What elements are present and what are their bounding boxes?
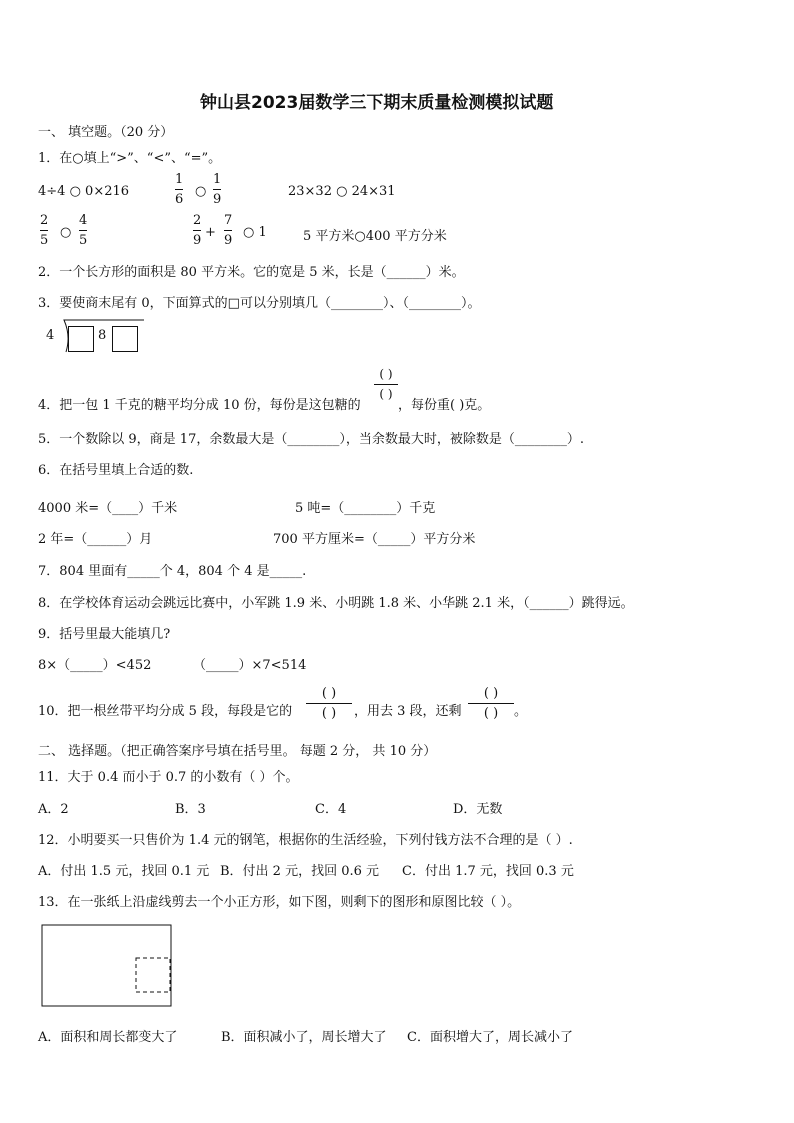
denominator: 9 (193, 233, 202, 248)
denominator: ( ) (379, 387, 393, 401)
section-2-heading: 二、 选择题。（把正确答案序号填在括号里。 每题 2 分， 共 10 分） (38, 744, 437, 759)
q10-middle: ，用去 3 段，还剩 (354, 704, 462, 719)
q1-compare-c: 23×32 ○ 24×31 (288, 184, 396, 199)
q1-b-fraction-2 (213, 172, 221, 207)
question-7: 7．804 里面有_____个 4，804 个 4 是_____. (38, 564, 307, 579)
numerator: 4 (79, 213, 88, 228)
numerator: ( ) (321, 686, 337, 701)
q3-blank-box-1[interactable] (68, 326, 94, 352)
q1-e-fraction-2 (224, 213, 232, 248)
q6-d: 700 平方厘米=（_____）平方分米 (273, 532, 476, 547)
q1-compare-a: 4÷4 ○ 0×216 (38, 184, 130, 199)
q3-long-division-figure (44, 318, 154, 356)
question-11: 11．大于 0.4 而小于 0.7 的小数有（ ）个。 (38, 770, 299, 785)
q11-option-c: C．4 (315, 802, 347, 817)
numerator: 2 (193, 213, 202, 228)
outer-rectangle (42, 925, 171, 1006)
question-4: 4．把一包 1 千克的糖平均分成 10 份，每份是这包糖的 (38, 398, 361, 413)
numerator: ( ) (379, 367, 393, 381)
question-8: 8．在学校体育运动会跳远比赛中，小军跳 1.9 米、小明跳 1.8 米、小华跳 2.1 米，（______）跳得远。 (38, 596, 634, 611)
q1-compare-f: 5 平方米○400 平方分米 (303, 229, 447, 244)
q3-blank-box-2[interactable] (112, 326, 138, 352)
q4-fraction (374, 367, 398, 402)
numerator: ( ) (483, 686, 499, 701)
q1-d-fraction-1 (40, 213, 48, 248)
numerator: 1 (213, 172, 222, 187)
question-3: 3．要使商末尾有 0，下面算式的□可以分别填几（________）、（________）。 (38, 296, 481, 311)
q9-a: 8×（_____）<452 (38, 658, 152, 673)
q13-option-b: B．面积减小了，周长增大了 (221, 1030, 387, 1045)
question-9: 9．括号里最大能填几? (38, 627, 171, 642)
q1-d-fraction-2 (79, 213, 87, 248)
q6-b: 5 吨=（________）千克 (295, 501, 436, 516)
question-5: 5．一个数除以 9，商是 17，余数最大是（________），当余数最大时，被除数是（________）. (38, 432, 584, 447)
numerator: 1 (175, 172, 184, 187)
q13-rectangle-figure (41, 924, 181, 1010)
denominator: 9 (224, 233, 233, 248)
question-10: 10．把一根丝带平均分成 5 段，每段是它的 (38, 704, 293, 719)
denominator: ( ) (483, 706, 499, 721)
q6-c: 2 年=（______）月 (38, 532, 153, 547)
q12-option-a: A．付出 1.5 元，找回 0.1 元 (38, 864, 210, 879)
q12-option-c: C．付出 1.7 元，找回 0.3 元 (402, 864, 574, 879)
question-1: 1．在○填上“>”、“<”、“=”。 (38, 151, 222, 166)
q1-b-fraction-1 (175, 172, 183, 207)
q10-fraction-2 (468, 686, 514, 721)
q11-option-b: B．3 (175, 802, 206, 817)
dashed-cut-square (136, 958, 170, 992)
q1-b-circle: ○ (195, 184, 207, 199)
q1-d-circle: ○ (60, 225, 72, 240)
question-6: 6．在括号里填上合适的数. (38, 463, 194, 478)
q13-option-a: A．面积和周长都变大了 (38, 1030, 178, 1045)
page-title: 钟山县2023届数学三下期末质量检测模拟试题 (200, 93, 554, 113)
q1-e-fraction-1 (193, 213, 201, 248)
section-1-heading: 一、 填空题。（20 分） (38, 125, 174, 140)
q11-option-d: D．无数 (453, 802, 503, 817)
question-2: 2．一个长方形的面积是 80 平方米。它的宽是 5 米，长是（______）米。 (38, 265, 465, 280)
q1-e-rest: ○ 1 (243, 225, 267, 240)
q1-e-plus: + (205, 225, 216, 240)
numerator: 2 (40, 213, 49, 228)
q12-option-b: B．付出 2 元，找回 0.6 元 (220, 864, 380, 879)
denominator: 9 (213, 192, 222, 207)
q11-option-a: A．2 (38, 802, 69, 817)
q6-a: 4000 米=（____）千米 (38, 501, 178, 516)
question-13: 13．在一张纸上沿虚线剪去一个小正方形，如下图，则剩下的图形和原图比较（ ）。 (38, 895, 521, 910)
q13-option-c: C．面积增大了，周长减小了 (407, 1030, 573, 1045)
question-12: 12．小明要买一只售价为 1.4 元的钢笔，根据你的生活经验，下列付钱方法不合理的是（ ）. (38, 833, 573, 848)
q4-rest: ，每份重( )克。 (398, 398, 491, 413)
denominator: 6 (175, 192, 184, 207)
q9-b: （_____）×7<514 (193, 658, 307, 673)
denominator: ( ) (321, 706, 337, 721)
denominator: 5 (40, 233, 49, 248)
q10-end: 。 (514, 704, 528, 719)
digit: 8 (98, 328, 107, 343)
q10-fraction-1 (306, 686, 352, 721)
denominator: 5 (79, 233, 88, 248)
divisor: 4 (46, 328, 55, 343)
numerator: 7 (224, 213, 233, 228)
